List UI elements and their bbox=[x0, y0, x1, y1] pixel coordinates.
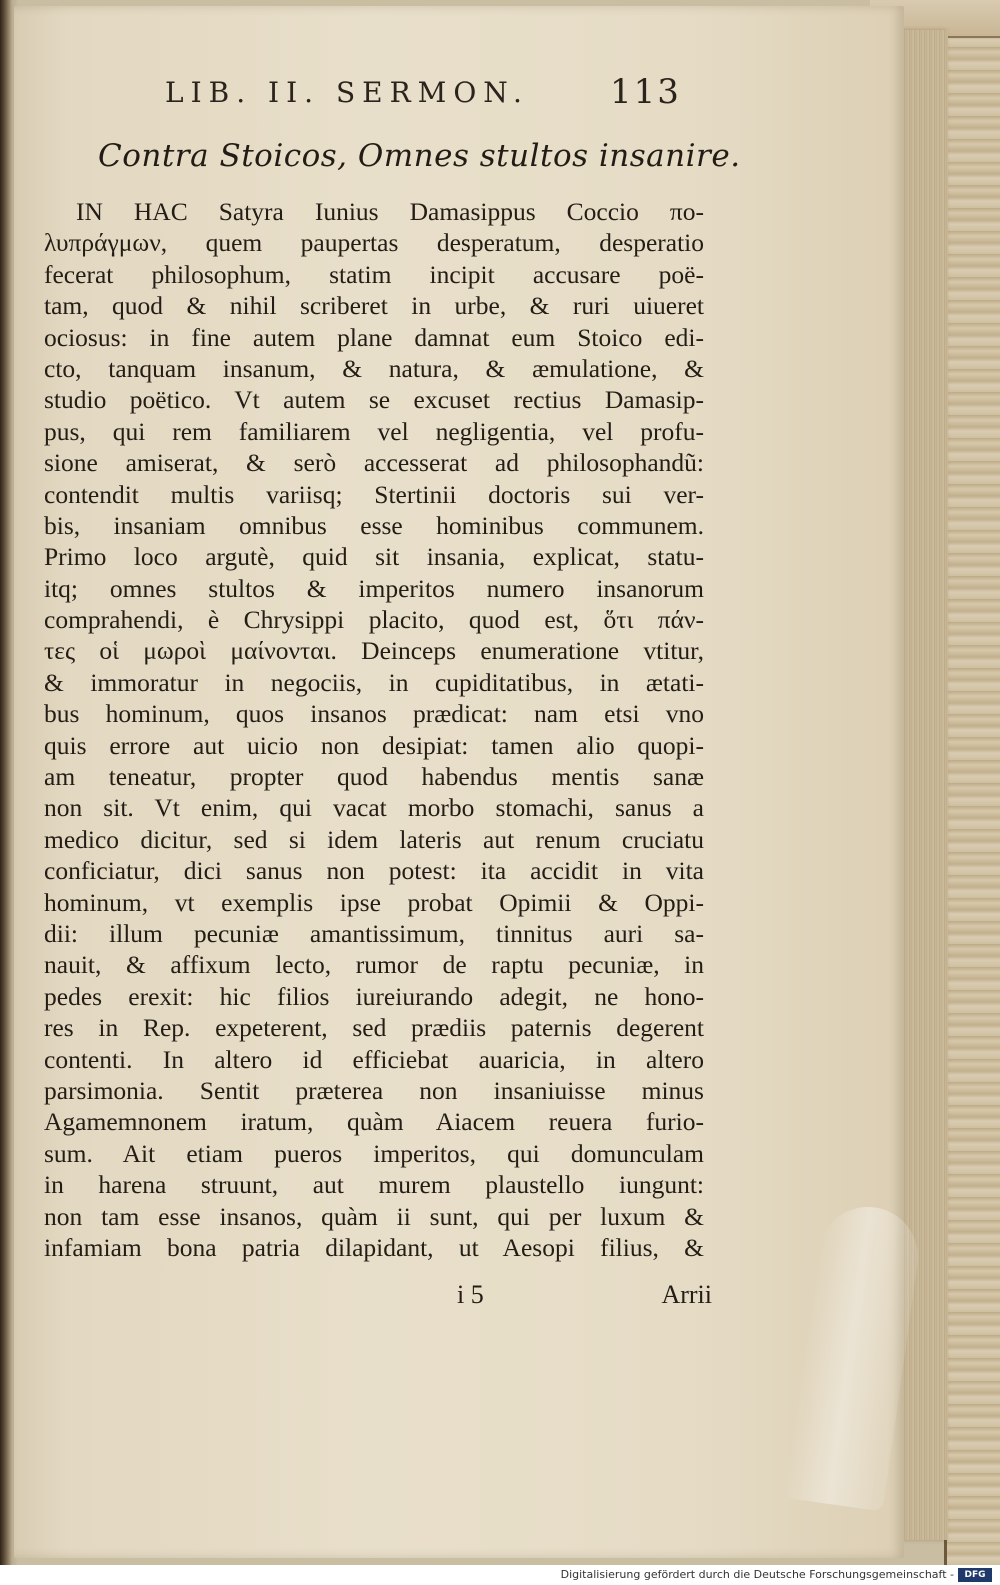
text-line: λυπράγμων, quem paupertas desperatum, desperatio bbox=[44, 228, 704, 258]
text-line: tam, quod & nihil scriberet in urbe, & ruri uiueret bbox=[44, 291, 704, 321]
text-line: parsimonia. Sentit præterea non insaniuisse minus bbox=[44, 1075, 704, 1105]
page-highlight-mark bbox=[784, 1201, 925, 1512]
text-line: fecerat philosophum, statim incipit accusare poë- bbox=[44, 259, 704, 289]
signature-mark: i 5 bbox=[457, 1280, 484, 1309]
text-line: comprahendi, è Chrysippi placito, quod est, ὅτι πάν- bbox=[44, 605, 704, 635]
text-line: Primo loco argutè, quid sit insania, explicat, statu- bbox=[44, 542, 704, 572]
text-line: am teneatur, propter quod habendus mentis sanæ bbox=[44, 762, 704, 792]
text-line: medico dicitur, sed si idem lateris aut renum cruciatu bbox=[44, 824, 704, 854]
text-line: nauit, & affixum lecto, rumor de raptu pecuniæ, in bbox=[44, 950, 704, 980]
text-line: sum. Ait etiam pueros imperitos, qui domunculam bbox=[44, 1138, 704, 1168]
section-heading: Contra Stoicos, Omnes stultos insanire. bbox=[98, 138, 741, 174]
text-line: contenti. In altero id efficiebat auaricia, in altero bbox=[44, 1044, 704, 1074]
text-line: hominum, vt exemplis ipse probat Opimii & Oppi- bbox=[44, 887, 704, 917]
text-line: contendit multis variisq; Stertinii doctoris sui ver- bbox=[44, 479, 704, 509]
text-line: ociosus: in fine autem plane damnat eum Stoico edi- bbox=[44, 322, 704, 352]
text-line: sione amiserat, & serò accesserat ad philosophandũ: bbox=[44, 448, 704, 478]
book-cover-board bbox=[944, 0, 1000, 1565]
running-head bbox=[165, 72, 685, 116]
text-line: & immoratur in negociis, in cupiditatibus, in ætati- bbox=[44, 667, 704, 697]
text-line: bis, insaniam omnibus esse hominibus communem. bbox=[44, 510, 704, 540]
body-text bbox=[44, 196, 704, 1263]
text-line: pedes erexit: hic filios iureiurando adegit, ne hono- bbox=[44, 981, 704, 1011]
text-line: in harena struunt, aut murem plaustello iungunt: bbox=[44, 1170, 704, 1200]
text-line: dii: illum pecuniæ amantissimum, tinnitus auri sa- bbox=[44, 918, 704, 948]
text-line: non tam esse insanos, quàm ii sunt, qui per luxum & bbox=[44, 1201, 704, 1231]
text-line: Agamemnonem iratum, quàm Aiacem reuera furio- bbox=[44, 1107, 704, 1137]
text-line: itq; omnes stultos & imperitos numero insanorum bbox=[44, 573, 704, 603]
text-line: bus hominum, quos insanos prædicat: nam etsi vno bbox=[44, 699, 704, 729]
text-line: conficiatur, dici sanus non potest: ita accidit in vita bbox=[44, 856, 704, 886]
funding-credit: Digitalisierung gefördert durch die Deutsche Forschungsgemeinschaft - bbox=[560, 1568, 954, 1581]
text-line: res in Rep. expeterent, sed prædiis paternis degerent bbox=[44, 1013, 704, 1043]
footer-bar bbox=[0, 1565, 1000, 1585]
text-line: non sit. Vt enim, qui vacat morbo stomachi, sanus a bbox=[44, 793, 704, 823]
text-line: pus, qui rem familiarem vel negligentia, vel profu- bbox=[44, 416, 704, 446]
text-line: infamiam bona patria dilapidant, ut Aesopi filius, & bbox=[44, 1232, 704, 1262]
dfg-logo: DFG bbox=[958, 1568, 992, 1582]
text-line: τες οἱ μωροὶ μαίνονται. Deinceps enumeratione vtitur, bbox=[44, 636, 704, 666]
text-line: cto, tanquam insanum, & natura, & æmulatione, & bbox=[44, 353, 704, 383]
text-line: studio poëtico. Vt autem se excuset rectius Damasip- bbox=[44, 385, 704, 415]
page-number: 113 bbox=[610, 72, 681, 112]
text-line: quis errore aut uicio non desipiat: tamen alio quopi- bbox=[44, 730, 704, 760]
page-foot bbox=[44, 1280, 712, 1314]
catchword: Arrii bbox=[661, 1280, 712, 1309]
running-head-title: LIB. II. SERMON. bbox=[165, 76, 529, 109]
text-line: IN HAC Satyra Iunius Damasippus Coccio πο- bbox=[76, 197, 704, 226]
